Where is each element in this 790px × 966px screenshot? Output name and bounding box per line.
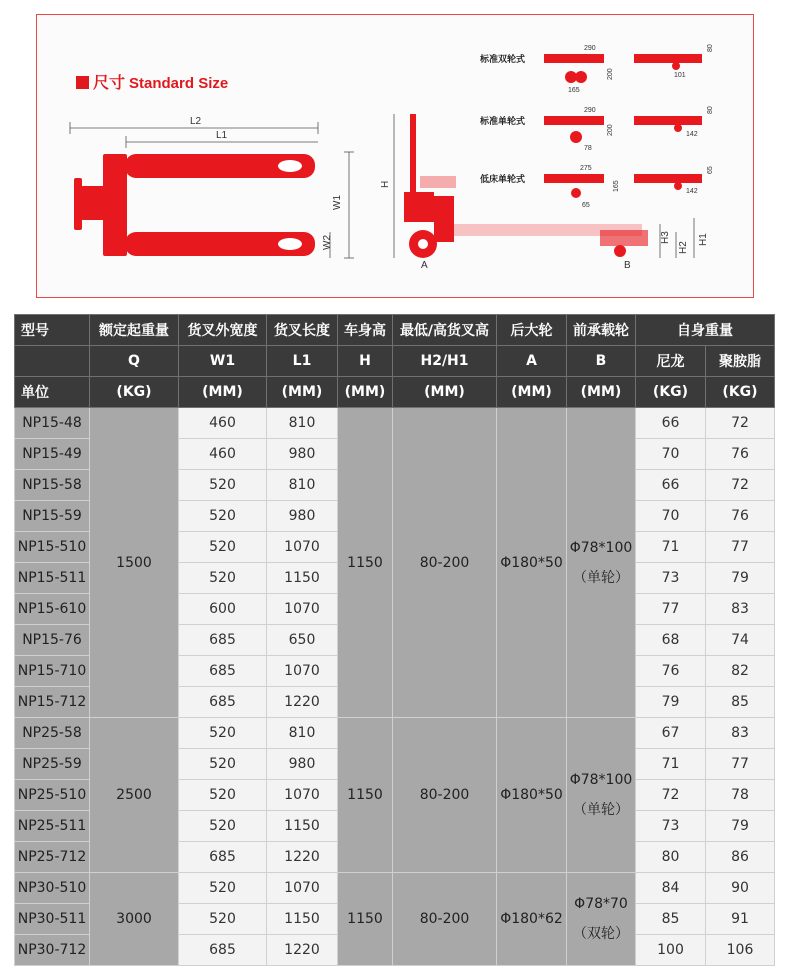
cell-w1: 520 [179,718,267,749]
cell-l1: 1150 [267,811,338,842]
cell-w1: 520 [179,780,267,811]
cell-weight-nylon: 85 [636,904,706,935]
front-wheel-size: Φ78*100 [569,539,633,556]
cell-model: NP15-49 [15,439,90,470]
variant-3-d1: 275 [580,165,592,172]
hdr-rear-wheel: 后大轮 [497,315,567,346]
cell-weight-pu: 86 [706,842,775,873]
cell-capacity: 1500 [90,408,179,718]
cell-w1: 685 [179,935,267,966]
hdr-fork-width: 货叉外宽度 [179,315,267,346]
cell-rear-wheel: Φ180*62 [497,873,567,966]
cell-front-wheel [567,718,636,873]
hdr2-empty [15,346,90,377]
cell-model: NP15-712 [15,687,90,718]
cell-weight-nylon: 80 [636,842,706,873]
hdr-model: 型号 [15,315,90,346]
cell-weight-pu: 91 [706,904,775,935]
cell-rear-wheel: Φ180*50 [497,718,567,873]
cell-weight-nylon: 66 [636,408,706,439]
cell-weight-pu: 78 [706,780,775,811]
cell-l1: 810 [267,408,338,439]
cell-model: NP30-511 [15,904,90,935]
hdr2-w1: W1 [179,346,267,377]
cell-fork-height: 80-200 [393,408,497,718]
cell-weight-nylon: 67 [636,718,706,749]
side-view [394,114,694,258]
cell-weight-nylon: 73 [636,811,706,842]
cell-capacity: 2500 [90,718,179,873]
cell-model: NP30-510 [15,873,90,904]
label-w2: W2 [322,235,333,250]
variant-3-d3: 65 [582,202,590,209]
cell-w1: 685 [179,656,267,687]
cell-weight-nylon: 66 [636,470,706,501]
hdr-capacity: 额定起重量 [90,315,179,346]
label-b: B [624,260,631,271]
cell-l1: 980 [267,749,338,780]
cell-w1: 460 [179,408,267,439]
hdr2-l1: L1 [267,346,338,377]
variant-3-d2: 165 [613,180,620,192]
hdr-front-wheel: 前承载轮 [567,315,636,346]
cell-weight-pu: 76 [706,501,775,532]
cell-weight-nylon: 71 [636,749,706,780]
cell-weight-nylon: 70 [636,439,706,470]
variant-1-d5: 101 [674,72,686,79]
cell-weight-pu: 83 [706,594,775,625]
cell-front-wheel [567,408,636,718]
variant-2-d1: 290 [584,107,596,114]
title-en: Standard Size [129,75,229,92]
cell-w1: 685 [179,842,267,873]
cell-model: NP25-511 [15,811,90,842]
hdr-fork-height: 最低/高货叉高 [393,315,497,346]
variant-2-d4: 80 [707,106,714,114]
cell-model: NP15-48 [15,408,90,439]
cell-rear-wheel: Φ180*50 [497,408,567,718]
hdr-fork-length: 货叉长度 [267,315,338,346]
cell-w1: 520 [179,873,267,904]
hdr3-kg: (KG) [90,377,179,408]
hdr3-mm-w1: (MM) [179,377,267,408]
label-h2: H2 [678,241,689,254]
cell-w1: 520 [179,749,267,780]
cell-l1: 1070 [267,594,338,625]
cell-weight-pu: 90 [706,873,775,904]
cell-capacity: 3000 [90,873,179,966]
cell-model: NP15-76 [15,625,90,656]
variant-3 [480,165,714,209]
cell-model: NP15-58 [15,470,90,501]
cell-model: NP25-510 [15,780,90,811]
header-row-2 [15,346,775,377]
cell-w1: 600 [179,594,267,625]
cell-model: NP25-712 [15,842,90,873]
cell-model: NP25-59 [15,749,90,780]
variant-3-d4: 65 [707,166,714,174]
truck-top-shape [74,154,315,256]
cell-weight-nylon: 71 [636,532,706,563]
cell-weight-pu: 79 [706,811,775,842]
label-a: A [421,260,428,271]
hdr2-a: A [497,346,567,377]
cell-w1: 460 [179,439,267,470]
cell-weight-pu: 85 [706,687,775,718]
cell-weight-nylon: 76 [636,656,706,687]
hdr3-kg-nylon: (KG) [636,377,706,408]
cell-w1: 520 [179,470,267,501]
cell-l1: 1220 [267,842,338,873]
variant-1-name: 标准双轮式 [480,54,526,64]
cell-w1: 685 [179,687,267,718]
cell-l1: 1070 [267,873,338,904]
cell-l1: 810 [267,718,338,749]
variant-2 [479,106,714,152]
cell-fork-height: 80-200 [393,873,497,966]
cell-weight-nylon: 79 [636,687,706,718]
hdr3-mm-b: (MM) [567,377,636,408]
table-row [15,408,775,439]
front-wheel-type: （双轮） [573,926,629,942]
front-wheel-size: Φ78*70 [574,896,628,912]
cell-l1: 980 [267,439,338,470]
variant-2-d2: 200 [607,124,614,136]
cell-weight-nylon: 100 [636,935,706,966]
cell-model: NP25-58 [15,718,90,749]
cell-model: NP15-511 [15,563,90,594]
cell-w1: 520 [179,904,267,935]
cell-w1: 520 [179,501,267,532]
hdr2-q: Q [90,346,179,377]
variant-2-d5: 142 [686,131,698,138]
label-h1: H1 [698,233,709,246]
cell-weight-nylon: 84 [636,873,706,904]
cell-l1: 1070 [267,532,338,563]
cell-fork-height: 80-200 [393,718,497,873]
hdr-body-height: 车身高 [338,315,393,346]
hdr-self-weight: 自身重量 [636,315,775,346]
hdr3-kg-pu: (KG) [706,377,775,408]
hdr2-nylon: 尼龙 [636,346,706,377]
pallet-truck-diagram [0,0,790,300]
hdr3-mm-a: (MM) [497,377,567,408]
cell-weight-pu: 72 [706,408,775,439]
cell-w1: 520 [179,811,267,842]
hdr2-pu: 聚胺脂 [706,346,775,377]
cell-weight-pu: 72 [706,470,775,501]
cell-w1: 685 [179,625,267,656]
label-h3: H3 [660,231,671,244]
table-row [15,718,775,749]
spec-table-body [15,315,775,966]
cell-l1: 650 [267,625,338,656]
cell-weight-nylon: 70 [636,501,706,532]
cell-weight-pu: 106 [706,935,775,966]
variant-1-d2: 200 [607,68,614,80]
cell-weight-pu: 76 [706,439,775,470]
label-h: H [380,180,391,188]
hdr3-unit: 单位 [15,377,90,408]
cell-model: NP15-59 [15,501,90,532]
variant-2-d3: 78 [584,145,592,152]
variant-2-name: 标准单轮式 [480,116,526,126]
label-w1: W1 [332,195,343,210]
front-wheel-type: （单轮） [573,569,629,586]
cell-weight-pu: 77 [706,532,775,563]
title-zh: 尺寸 [93,73,126,92]
cell-weight-nylon: 77 [636,594,706,625]
variant-1-d3: 165 [568,87,580,94]
cell-weight-pu: 74 [706,625,775,656]
hdr2-h: H [338,346,393,377]
cell-l1: 810 [267,470,338,501]
label-l1: L1 [216,130,228,141]
cell-l1: 1070 [267,656,338,687]
cell-weight-nylon: 72 [636,780,706,811]
cell-height: 1150 [338,873,393,966]
front-wheel-type: （单轮） [573,802,629,818]
hdr2-h2h1: H2/H1 [393,346,497,377]
variant-1-d1: 290 [584,45,596,52]
variant-3-name: 低床单轮式 [480,174,526,184]
cell-model: NP15-510 [15,532,90,563]
table-row [15,873,775,904]
hdr2-b: B [567,346,636,377]
cell-weight-pu: 79 [706,563,775,594]
cell-l1: 1150 [267,904,338,935]
variant-1-d4: 80 [707,44,714,52]
header-row-3 [15,377,775,408]
variant-3-d5: 142 [686,188,698,195]
cell-weight-pu: 83 [706,718,775,749]
cell-height: 1150 [338,408,393,718]
cell-weight-nylon: 73 [636,563,706,594]
front-wheel-size: Φ78*100 [569,772,633,788]
cell-model: NP15-710 [15,656,90,687]
cell-l1: 1150 [267,563,338,594]
cell-weight-nylon: 68 [636,625,706,656]
cell-front-wheel [567,873,636,966]
hdr3-mm-h: (MM) [338,377,393,408]
cell-w1: 520 [179,532,267,563]
hdr3-mm-l1: (MM) [267,377,338,408]
cell-l1: 1220 [267,687,338,718]
label-l2: L2 [190,116,202,127]
cell-l1: 1220 [267,935,338,966]
cell-w1: 520 [179,563,267,594]
cell-height: 1150 [338,718,393,873]
cell-l1: 1070 [267,780,338,811]
cell-weight-pu: 77 [706,749,775,780]
cell-weight-pu: 82 [706,656,775,687]
spec-table [14,314,775,966]
hdr3-mm-h2h1: (MM) [393,377,497,408]
variant-1 [479,44,714,94]
cell-l1: 980 [267,501,338,532]
cell-model: NP30-712 [15,935,90,966]
header-row-1 [15,315,775,346]
cell-model: NP15-610 [15,594,90,625]
